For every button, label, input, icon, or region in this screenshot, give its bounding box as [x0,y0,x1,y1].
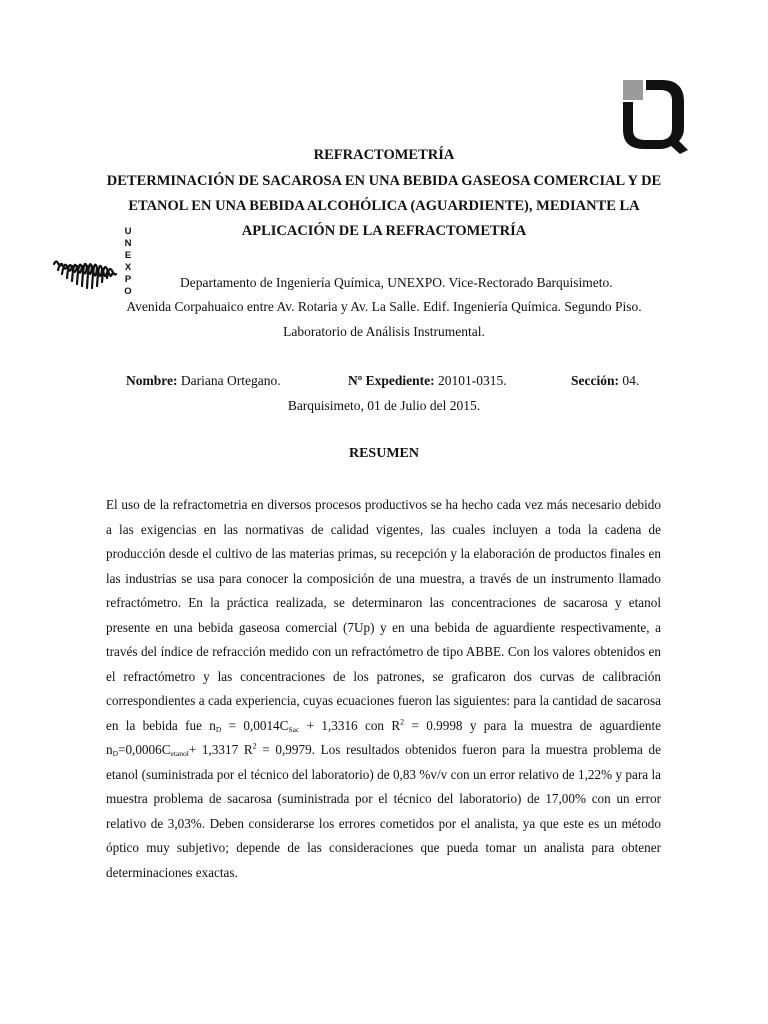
name-label: Nombre: [126,373,178,388]
seccion-label: Sección: [571,373,619,388]
resumen-heading: RESUMEN [348,446,419,461]
student-seccion [571,369,639,393]
subtitle-line-3: APLICACIÓN DE LA REFRACTOMETRÍA [241,223,527,239]
student-expediente [348,369,507,393]
unexpo-letter: P [124,274,132,285]
superscript: 2 [252,741,257,751]
resumen-text: = 0,9979. Los resultados obtenidos fueron para la muestra problema de etanol (suministrada por el técnico del laboratorio) de 0,83 %v/v con un error relativo de 1,22% y para la muestra problema de sacarosa (suministrada por el técnico del laboratorio) de 17,00% con un error relativo de 3,03%. Deben considerarse los errores cometidos por el analista, ya que este es un método óptico muy subjetivo; depende de las consideraciones que pueda tomar un analista para obtener determinaciones exactas. [106,742,662,880]
subtitle-line-1: DETERMINACIÓN DE SACAROSA EN UNA BEBIDA GASEOSA COMERCIAL Y DE [106,173,662,189]
resumen-text: + 1,3316 con R [299,717,401,733]
subscript: Sac [288,724,300,734]
document-title: REFRACTOMETRÍA [313,147,455,163]
resumen-text: = 0,0014C [221,717,289,733]
unexpo-letter: U [124,226,132,237]
resumen-text: =0,0006C [118,742,171,757]
resumen-text: = 0.9998 y para la muestra de aguardiente n [106,717,661,757]
student-name [126,369,281,393]
resumen-text: + 1,3317 R [188,742,253,757]
unexpo-letter: X [124,262,132,273]
seccion-value: 04. [619,373,640,388]
affiliation-line-2: Avenida Corpahuaico entre Av. Rotaria y Av. La Salle. Edif. Ingeniería Química. Segundo Piso. [126,299,642,314]
superscript: 2 [400,717,405,727]
subscript: D [112,749,119,758]
unexpo-letter: E [124,250,132,261]
date-line: Barquisimeto, 01 de Julio del 2015. [287,398,481,413]
affiliation-line-3: Laboratorio de Análisis Instrumental. [283,324,485,339]
unexpo-letter: N [124,238,132,249]
resumen-text: El uso de la refractometria en diversos procesos productivos se ha hecho cada vez más necesario debido a las exigencias en las normativas de calidad vigentes, las cuales incluyen a toda la cadena de producción desde el cultivo de las materias primas, su recepción y la elaboración de productos finales en las industrias se usa para conocer la composición de una muestra, a través de un instrumento llamado refractómetro. En la práctica realizada, se determinaron las concentraciones de sacarosa y etanol presente en una bebida gaseosa comercial (7Up) y en una bebida de aguardiente respectivamente, a través del índice de refracción medido con un refractómetro de tipo ABBE. Con los valores obtenidos en el refractómetro y las concentraciones de los patrones, se graficaron dos curvas de calibración correspondientes a cada experiencia, cuyas ecuaciones fueron las siguientes: para la cantidad de sacarosa en la bebida fue n [106,497,661,733]
resumen-body [106,493,661,885]
unexpo-letter: O [124,286,132,297]
subscript: etanol [170,749,189,758]
affiliation-line-1: Departamento de Ingeniería Química, UNEXPO. Vice-Rectorado Barquisimeto. [180,275,613,290]
name-value: Dariana Ortegano. [177,373,281,388]
subtitle-line-2: ETANOL EN UNA BEBIDA ALCOHÓLICA (AGUARDIENTE), MEDIANTE LA [128,198,640,214]
subscript: D [215,724,222,734]
expediente-value: 20101-0315. [434,373,507,388]
expediente-label: Nº Expediente: [348,373,435,388]
resumen-paragraph [106,493,661,885]
